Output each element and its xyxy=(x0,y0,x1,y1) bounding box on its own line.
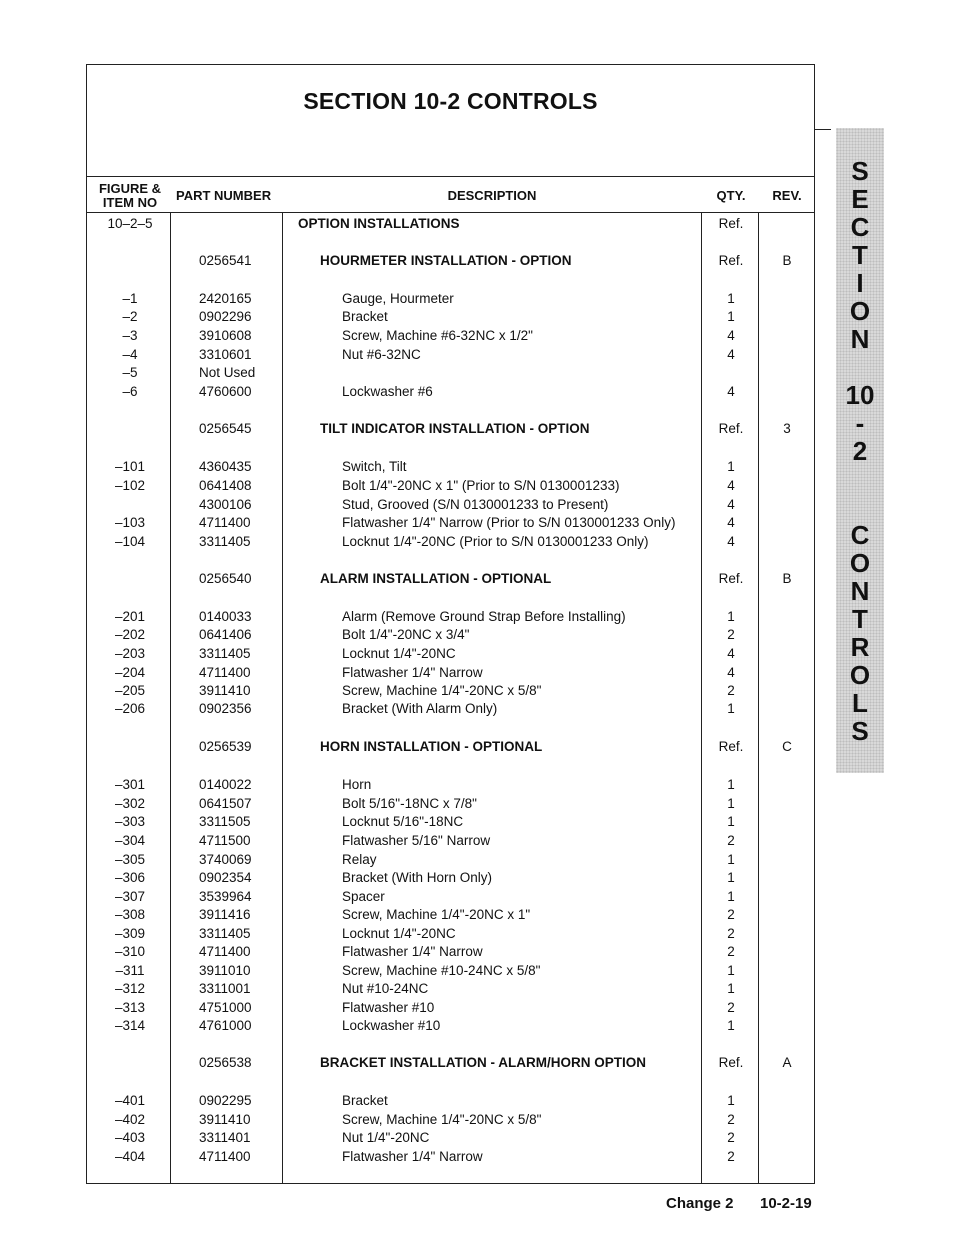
side-tab-letter: N xyxy=(850,576,870,606)
part-number: 4300106 xyxy=(199,497,252,512)
quantity: 4 xyxy=(727,497,735,512)
part-number: 0641507 xyxy=(199,796,252,811)
figure-item-no: –103 xyxy=(114,515,146,530)
figure-item-no: –1 xyxy=(122,291,138,306)
part-number: 3311405 xyxy=(199,926,251,941)
quantity: 2 xyxy=(727,1149,735,1164)
figure-item-no: –2 xyxy=(122,309,138,324)
part-description: Screw, Machine #10-24NC x 5/8" xyxy=(342,963,541,978)
quantity: 1 xyxy=(727,963,735,978)
side-tab-letter: S xyxy=(851,156,869,186)
part-number: 3911416 xyxy=(199,907,251,922)
part-description: Bracket xyxy=(342,309,388,324)
figure-item-no: –205 xyxy=(114,683,146,698)
quantity: 2 xyxy=(727,1130,735,1145)
quantity: Ref. xyxy=(718,421,744,436)
part-description: Bolt 5/16"-18NC x 7/8" xyxy=(342,796,477,811)
part-number: 0256545 xyxy=(199,421,252,436)
assembly-heading: BRACKET INSTALLATION - ALARM/HORN OPTION xyxy=(320,1055,646,1070)
side-tab-letter: S xyxy=(851,716,869,746)
part-number: 4360435 xyxy=(199,459,252,474)
column-header-description: DESCRIPTION xyxy=(447,188,537,203)
footer-change: Change 2 xyxy=(666,1195,734,1212)
figure-item-no: –314 xyxy=(114,1018,146,1033)
part-description: Screw, Machine #6-32NC x 1/2" xyxy=(342,328,533,343)
side-tab-letter: O xyxy=(849,660,871,690)
column-header-rev: REV. xyxy=(772,188,802,203)
side-tab-letter: I xyxy=(856,268,864,298)
figure-item-no: –302 xyxy=(114,796,146,811)
part-description: Flatwasher 1/4" Narrow xyxy=(342,1149,483,1164)
quantity: 4 xyxy=(727,534,735,549)
assembly-heading: TILT INDICATOR INSTALLATION - OPTION xyxy=(320,421,590,436)
part-number: 3911410 xyxy=(199,683,251,698)
side-tab-letter: - xyxy=(855,408,865,438)
figure-item-no: –301 xyxy=(114,777,146,792)
quantity: 2 xyxy=(727,1112,735,1127)
revision: B xyxy=(782,253,792,268)
side-tab-letter: 10 xyxy=(845,380,875,410)
figure-item-no: –402 xyxy=(114,1112,146,1127)
header-bottom-rule xyxy=(86,212,815,213)
quantity: 1 xyxy=(727,814,735,829)
quantity: Ref. xyxy=(718,253,744,268)
part-number: 3911010 xyxy=(199,963,251,978)
figure-item-no: –306 xyxy=(114,870,146,885)
part-description: Lockwasher #6 xyxy=(342,384,433,399)
part-number: 4711400 xyxy=(199,1149,251,1164)
part-description: Locknut 1/4"-20NC (Prior to S/N 0130001233 Only) xyxy=(342,534,649,549)
part-number: 3539964 xyxy=(199,889,252,904)
quantity: 1 xyxy=(727,1018,735,1033)
figure-item-no: –313 xyxy=(114,1000,146,1015)
part-description: Screw, Machine 1/4"-20NC x 5/8" xyxy=(342,1112,542,1127)
quantity: 1 xyxy=(727,1093,735,1108)
header-top-rule xyxy=(86,176,815,177)
figure-item-no: –104 xyxy=(114,534,146,549)
figure-item-no: –201 xyxy=(114,609,146,624)
quantity: 4 xyxy=(727,384,735,399)
figure-item-no: –308 xyxy=(114,907,146,922)
figure-item-no: –6 xyxy=(122,384,138,399)
part-description: Spacer xyxy=(342,889,385,904)
side-tab-letter: T xyxy=(852,604,868,634)
part-description: Nut #10-24NC xyxy=(342,981,429,996)
revision: B xyxy=(782,571,792,586)
figure-item-no: –310 xyxy=(114,944,146,959)
quantity: Ref. xyxy=(718,739,744,754)
quantity: 2 xyxy=(727,926,735,941)
part-description: Lockwasher #10 xyxy=(342,1018,441,1033)
part-number: 4761000 xyxy=(199,1018,252,1033)
part-number: 0902296 xyxy=(199,309,252,324)
assembly-heading: ALARM INSTALLATION - OPTIONAL xyxy=(320,571,552,586)
part-number: 4711400 xyxy=(199,515,251,530)
part-description: Stud, Grooved (S/N 0130001233 to Present) xyxy=(342,497,609,512)
quantity: 4 xyxy=(727,347,735,362)
quantity: 2 xyxy=(727,944,735,959)
quantity: 4 xyxy=(727,478,735,493)
part-number: 4751000 xyxy=(199,1000,252,1015)
side-tab-letter: N xyxy=(850,324,870,354)
part-number: 0140022 xyxy=(199,777,252,792)
quantity: 4 xyxy=(727,328,735,343)
part-description: Nut 1/4"-20NC xyxy=(342,1130,430,1145)
quantity: 2 xyxy=(727,627,735,642)
part-description: Flatwasher 1/4" Narrow xyxy=(342,944,483,959)
figure-item-no: 10–2–5 xyxy=(107,216,153,231)
part-description: Relay xyxy=(342,852,377,867)
part-number: 2420165 xyxy=(199,291,252,306)
part-number: 3740069 xyxy=(199,852,252,867)
part-description: Alarm (Remove Ground Strap Before Installing) xyxy=(342,609,626,624)
figure-item-no: –206 xyxy=(114,701,146,716)
part-number: 0902356 xyxy=(199,701,252,716)
side-tab-letter: O xyxy=(849,548,871,578)
part-description: Switch, Tilt xyxy=(342,459,407,474)
quantity: 1 xyxy=(727,701,735,716)
quantity: 1 xyxy=(727,852,735,867)
part-number: 0140033 xyxy=(199,609,252,624)
figure-item-no: –401 xyxy=(114,1093,146,1108)
revision: A xyxy=(782,1055,792,1070)
figure-item-no: –303 xyxy=(114,814,146,829)
part-description: Gauge, Hourmeter xyxy=(342,291,454,306)
part-number: 0256541 xyxy=(199,253,252,268)
part-description: Locknut 5/16"-18NC xyxy=(342,814,464,829)
quantity: 1 xyxy=(727,981,735,996)
column-header-figure-line2: ITEM NO xyxy=(102,195,158,210)
part-description: Flatwasher 5/16" Narrow xyxy=(342,833,491,848)
column-header-part: PART NUMBER xyxy=(176,188,272,203)
quantity: 1 xyxy=(727,291,735,306)
quantity: 1 xyxy=(727,459,735,474)
quantity: 1 xyxy=(727,777,735,792)
part-description: Bolt 1/4"-20NC x 1" (Prior to S/N 0130001233) xyxy=(342,478,620,493)
quantity: Ref. xyxy=(718,571,744,586)
side-tab-letter: L xyxy=(852,688,868,718)
part-number: 3310601 xyxy=(199,347,252,362)
part-number: 0641408 xyxy=(199,478,252,493)
page-title: SECTION 10-2 CONTROLS xyxy=(303,88,598,114)
quantity: Ref. xyxy=(718,216,744,231)
part-description: Locknut 1/4"-20NC xyxy=(342,926,456,941)
quantity: 2 xyxy=(727,833,735,848)
part-number: Not Used xyxy=(199,365,256,380)
assembly-heading: HORN INSTALLATION - OPTIONAL xyxy=(320,739,543,754)
figure-item-no: –404 xyxy=(114,1149,146,1164)
figure-item-no: –304 xyxy=(114,833,146,848)
quantity: 1 xyxy=(727,309,735,324)
part-number: 3311505 xyxy=(199,814,251,829)
part-description: Flatwasher 1/4" Narrow (Prior to S/N 0130001233 Only) xyxy=(342,515,676,530)
assembly-heading: HOURMETER INSTALLATION - OPTION xyxy=(320,253,572,268)
part-number: 3311405 xyxy=(199,534,251,549)
figure-item-no: –5 xyxy=(122,365,138,380)
tab-marker-line xyxy=(815,129,831,130)
part-description: Screw, Machine 1/4"-20NC x 1" xyxy=(342,907,531,922)
part-description: Bracket (With Horn Only) xyxy=(342,870,493,885)
quantity: 2 xyxy=(727,1000,735,1015)
column-header-figure-line1: FIGURE & xyxy=(98,181,162,196)
quantity: 1 xyxy=(727,609,735,624)
side-tab-letter: C xyxy=(850,212,870,242)
figure-item-no: –4 xyxy=(122,347,138,362)
part-number: 0256540 xyxy=(199,571,252,586)
quantity: 2 xyxy=(727,907,735,922)
part-number: 0256539 xyxy=(199,739,252,754)
figure-item-no: –311 xyxy=(115,963,145,978)
part-description: Locknut 1/4"-20NC xyxy=(342,646,456,661)
part-description: Bracket (With Alarm Only) xyxy=(342,701,498,716)
column-header-qty: QTY. xyxy=(716,188,746,203)
figure-item-no: –102 xyxy=(114,478,146,493)
part-description: Flatwasher 1/4" Narrow xyxy=(342,665,483,680)
side-tab-letter: 2 xyxy=(852,436,868,466)
part-description: Screw, Machine 1/4"-20NC x 5/8" xyxy=(342,683,542,698)
side-tab-letter: E xyxy=(851,184,869,214)
side-tab-letter: O xyxy=(849,296,871,326)
part-number: 3910608 xyxy=(199,328,252,343)
part-number: 4711400 xyxy=(199,665,251,680)
quantity: 4 xyxy=(727,515,735,530)
quantity: 1 xyxy=(727,796,735,811)
revision: 3 xyxy=(783,421,791,436)
part-number: 4711400 xyxy=(199,944,251,959)
figure-item-no: –101 xyxy=(114,459,146,474)
assembly-heading: OPTION INSTALLATIONS xyxy=(298,216,460,231)
figure-item-no: –204 xyxy=(114,665,146,680)
quantity: 2 xyxy=(727,683,735,698)
part-description: Bracket xyxy=(342,1093,388,1108)
part-number: 0256538 xyxy=(199,1055,252,1070)
quantity: 1 xyxy=(727,889,735,904)
part-number: 3311001 xyxy=(199,981,251,996)
figure-item-no: –307 xyxy=(114,889,146,904)
quantity: 4 xyxy=(727,665,735,680)
part-description: Nut #6-32NC xyxy=(342,347,421,362)
part-number: 3911410 xyxy=(199,1112,251,1127)
figure-item-no: –403 xyxy=(114,1130,146,1145)
part-number: 0902354 xyxy=(199,870,252,885)
column-divider-desc xyxy=(701,212,702,1184)
figure-item-no: –312 xyxy=(114,981,146,996)
quantity: Ref. xyxy=(718,1055,744,1070)
figure-item-no: –309 xyxy=(114,926,146,941)
quantity: 1 xyxy=(727,870,735,885)
part-number: 3311401 xyxy=(199,1130,251,1145)
figure-item-no: –202 xyxy=(114,627,146,642)
column-divider-part xyxy=(282,212,283,1184)
part-number: 4760600 xyxy=(199,384,252,399)
column-header-figure xyxy=(86,182,174,210)
footer-page-number: 10-2-19 xyxy=(760,1195,812,1212)
part-number: 3311405 xyxy=(199,646,251,661)
part-number: 4711500 xyxy=(199,833,251,848)
quantity: 4 xyxy=(727,646,735,661)
figure-item-no: –203 xyxy=(114,646,146,661)
part-number: 0641406 xyxy=(199,627,252,642)
side-tab-letter: R xyxy=(850,632,870,662)
figure-item-no: –305 xyxy=(114,852,146,867)
side-tab-letter: T xyxy=(852,240,868,270)
part-description: Flatwasher #10 xyxy=(342,1000,435,1015)
revision: C xyxy=(782,739,792,754)
part-number: 0902295 xyxy=(199,1093,252,1108)
part-description: Horn xyxy=(342,777,372,792)
part-description: Bolt 1/4"-20NC x 3/4" xyxy=(342,627,470,642)
figure-item-no: –3 xyxy=(122,328,138,343)
side-tab-letter: C xyxy=(850,520,870,550)
